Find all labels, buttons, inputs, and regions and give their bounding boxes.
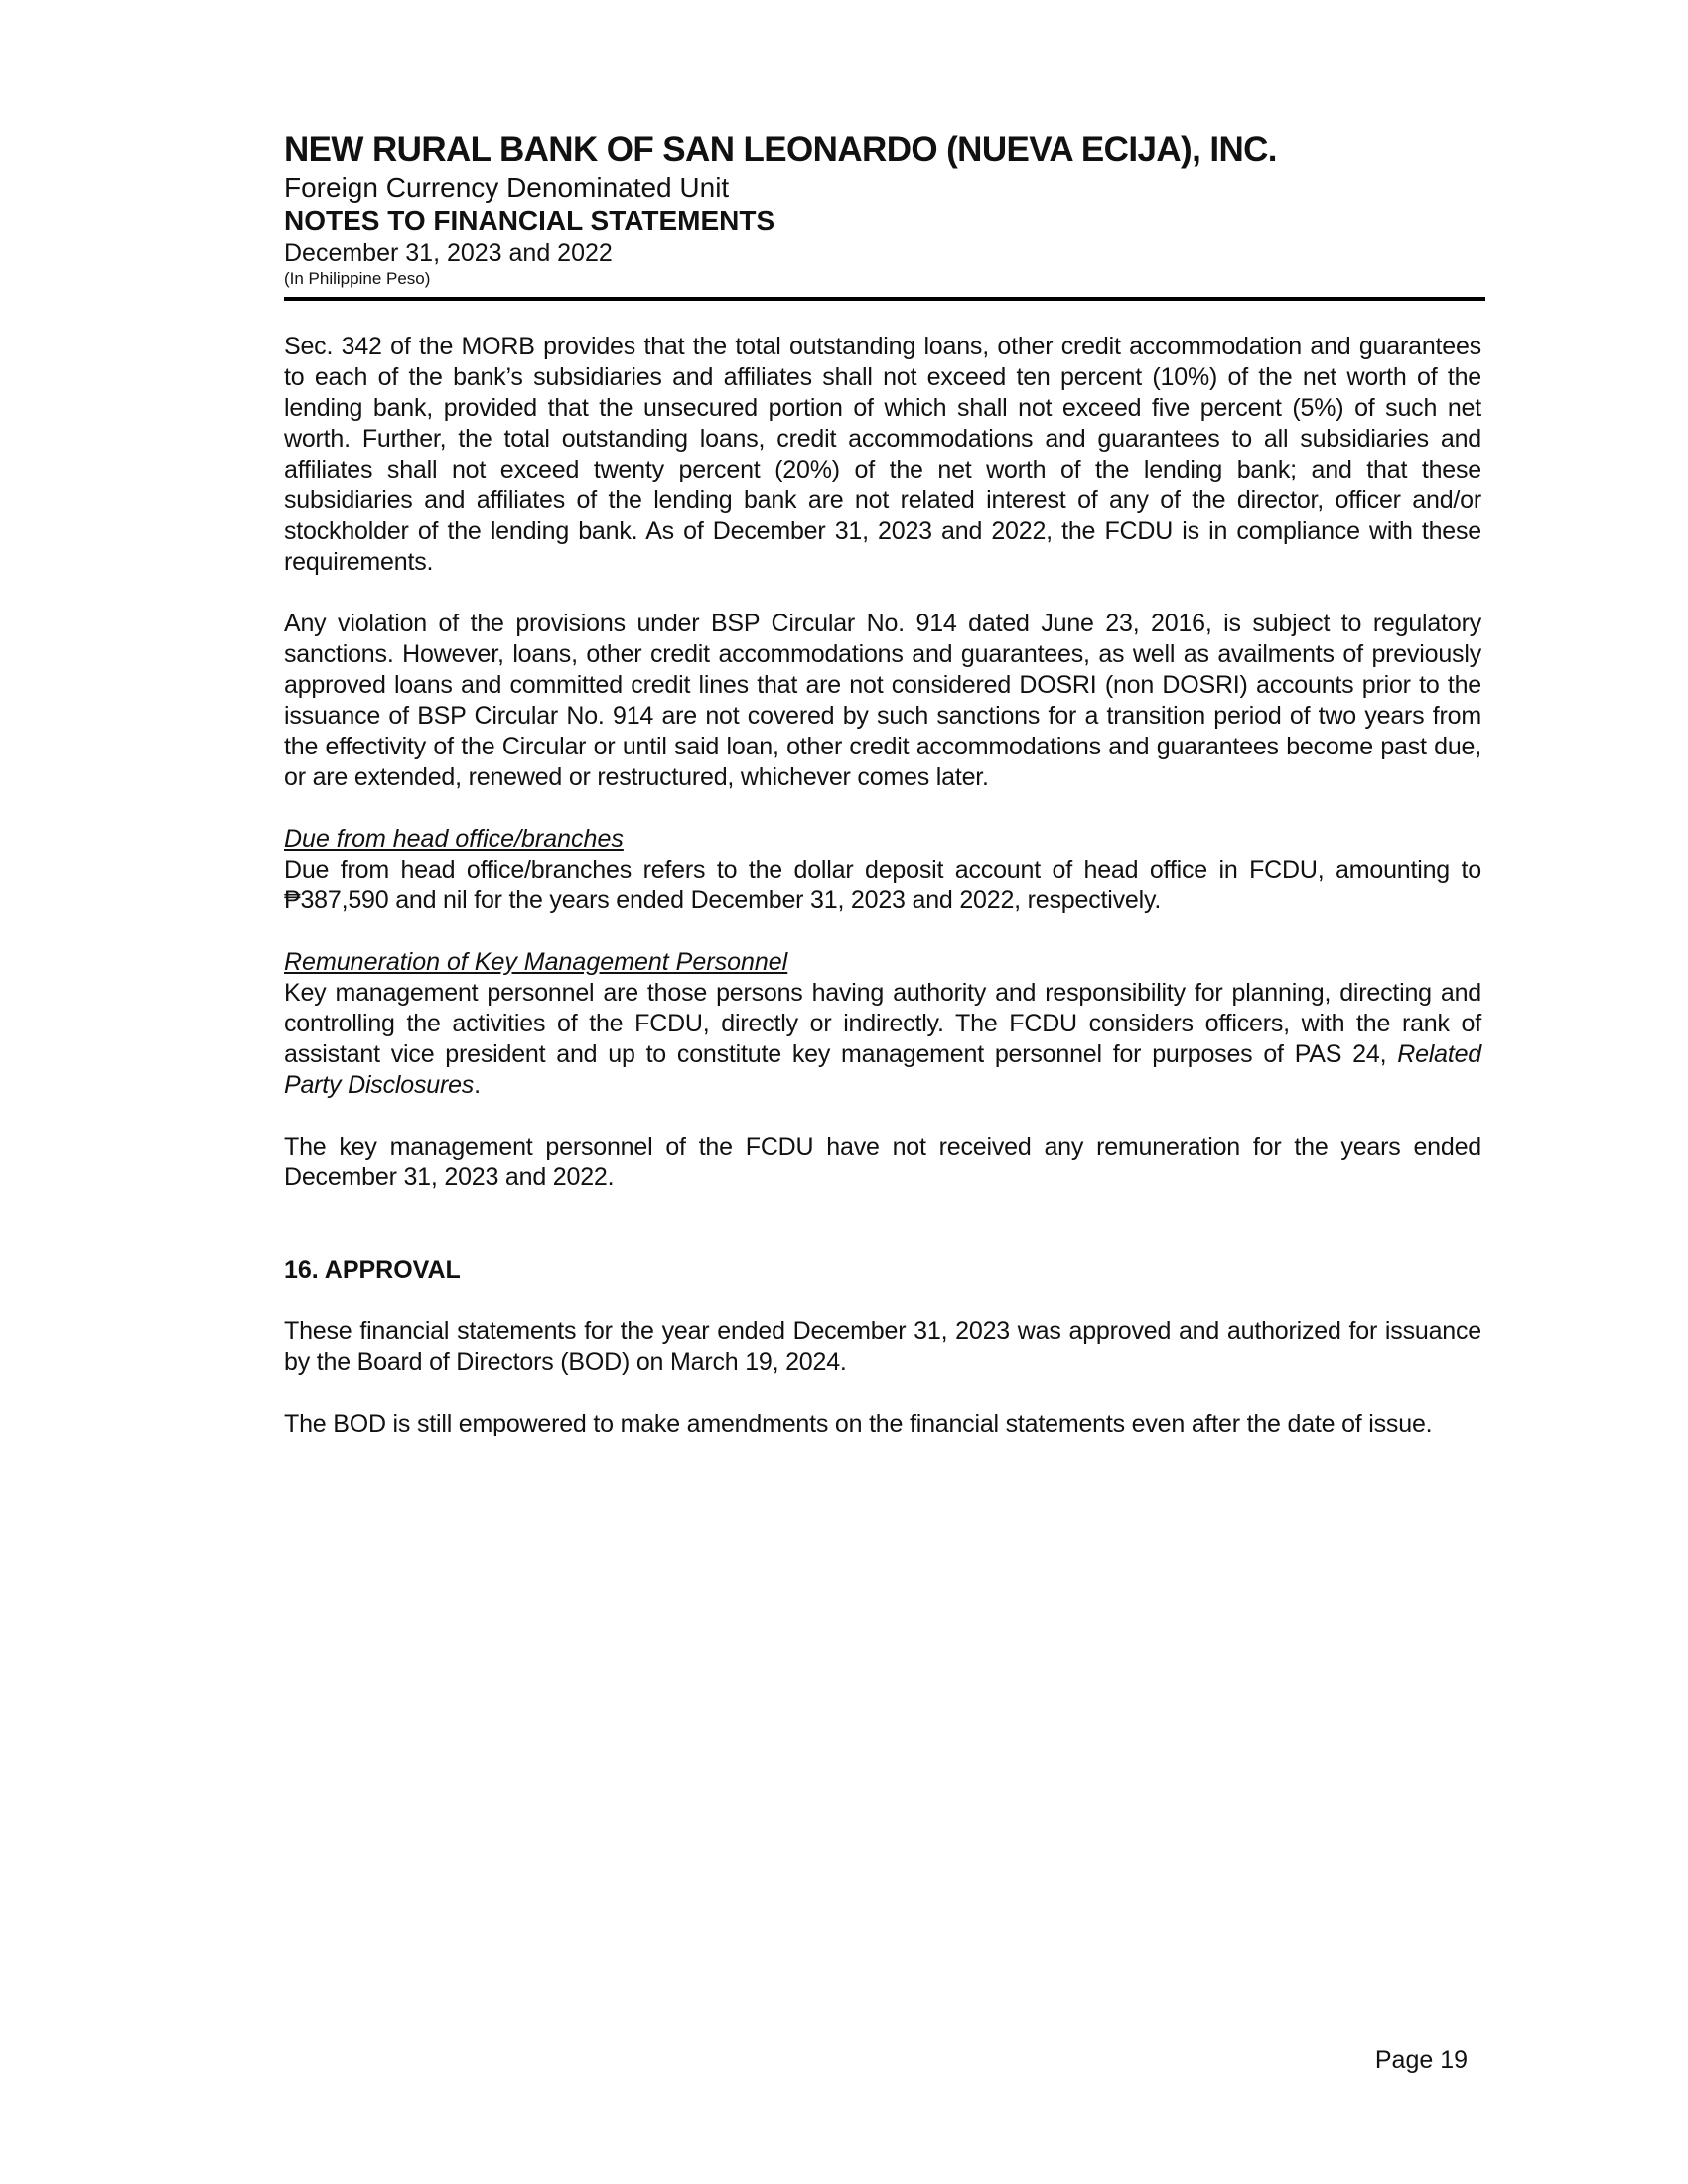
header-divider: [284, 297, 1485, 301]
page-number: Page 19: [1374, 2046, 1468, 2074]
paragraph-remuneration-2: The key management personnel of the FCDU have not received any remuneration for the years ended December 31, 2023 and 2022.: [284, 1133, 1481, 1191]
paragraph-approval-2: The BOD is still empowered to make amendments on the financial statements even after the date of issue.: [284, 1410, 1433, 1437]
document-header: [284, 129, 1485, 290]
notes-title: NOTES TO FINANCIAL STATEMENTS: [284, 205, 775, 236]
remuneration-text: Key management personnel are those persons having authority and responsibility for planning, directing and controlling the activities of the FCDU, directly or indirectly. The FCDU considers officers, with the rank of assistant vice president and up to constitute key management personnel for purposes of PAS 24,: [284, 979, 1481, 1068]
document-body: [284, 332, 1481, 1470]
paragraph-approval-1: These financial statements for the year ended December 31, 2023 was approved and authorized for issuance by the Board of Directors (BOD) on March 19, 2024.: [284, 1317, 1481, 1376]
paragraph-remuneration-1: [284, 978, 1481, 1101]
unit-name: Foreign Currency Denominated Unit: [284, 172, 730, 203]
reporting-period: December 31, 2023 and 2022: [284, 239, 613, 267]
company-name: NEW RURAL BANK OF SAN LEONARDO (NUEVA ECIJA), INC.: [284, 130, 1277, 169]
remuneration-period: .: [474, 1071, 481, 1099]
currency-note: (In Philippine Peso): [284, 269, 431, 288]
subheading-remuneration: Remuneration of Key Management Personnel: [284, 948, 788, 976]
paragraph-due-from-head-office: Due from head office/branches refers to the dollar deposit account of head office in FCDU, amounting to ₱387,590 and nil for the years ended December 31, 2023 and 2022, respectively.: [284, 856, 1481, 914]
paragraph-sec342: Sec. 342 of the MORB provides that the total outstanding loans, other credit accommodation and guarantees to each of the bank’s subsidiaries and affiliates shall not exceed ten percent (10%) of the net worth of the lending bank, provided that the unsecured portion of which shall not exceed five percent (5%) of such net worth. Further, the total outstanding loans, credit accommodations and guarantees to all subsidiaries and affiliates shall not exceed twenty percent (20%) of the net worth of the lending bank; and that these subsidiaries and affiliates of the lending bank are not related interest of any of the director, officer and/or stockholder of the lending bank. As of December 31, 2023 and 2022, the FCDU is in compliance with these requirements.: [284, 333, 1481, 576]
subheading-due-from-head-office: Due from head office/branches: [284, 825, 624, 853]
section-title-approval: 16. APPROVAL: [284, 1256, 461, 1284]
pas24-title: Related Party Disclosures: [284, 1040, 1481, 1099]
paragraph-violation: Any violation of the provisions under BSP Circular No. 914 dated June 23, 2016, is subject to regulatory sanctions. However, loans, other credit accommodations and guarantees, as well as availments of previously approved loans and committed credit lines that are not considered DOSRI (non DOSRI) accounts prior to the issuance of BSP Circular No. 914 are not covered by such sanctions for a transition period of two years from the effectivity of the Circular or until said loan, other credit accommodations and guarantees become past due, or are extended, renewed or restructured, whichever comes later.: [284, 610, 1481, 791]
